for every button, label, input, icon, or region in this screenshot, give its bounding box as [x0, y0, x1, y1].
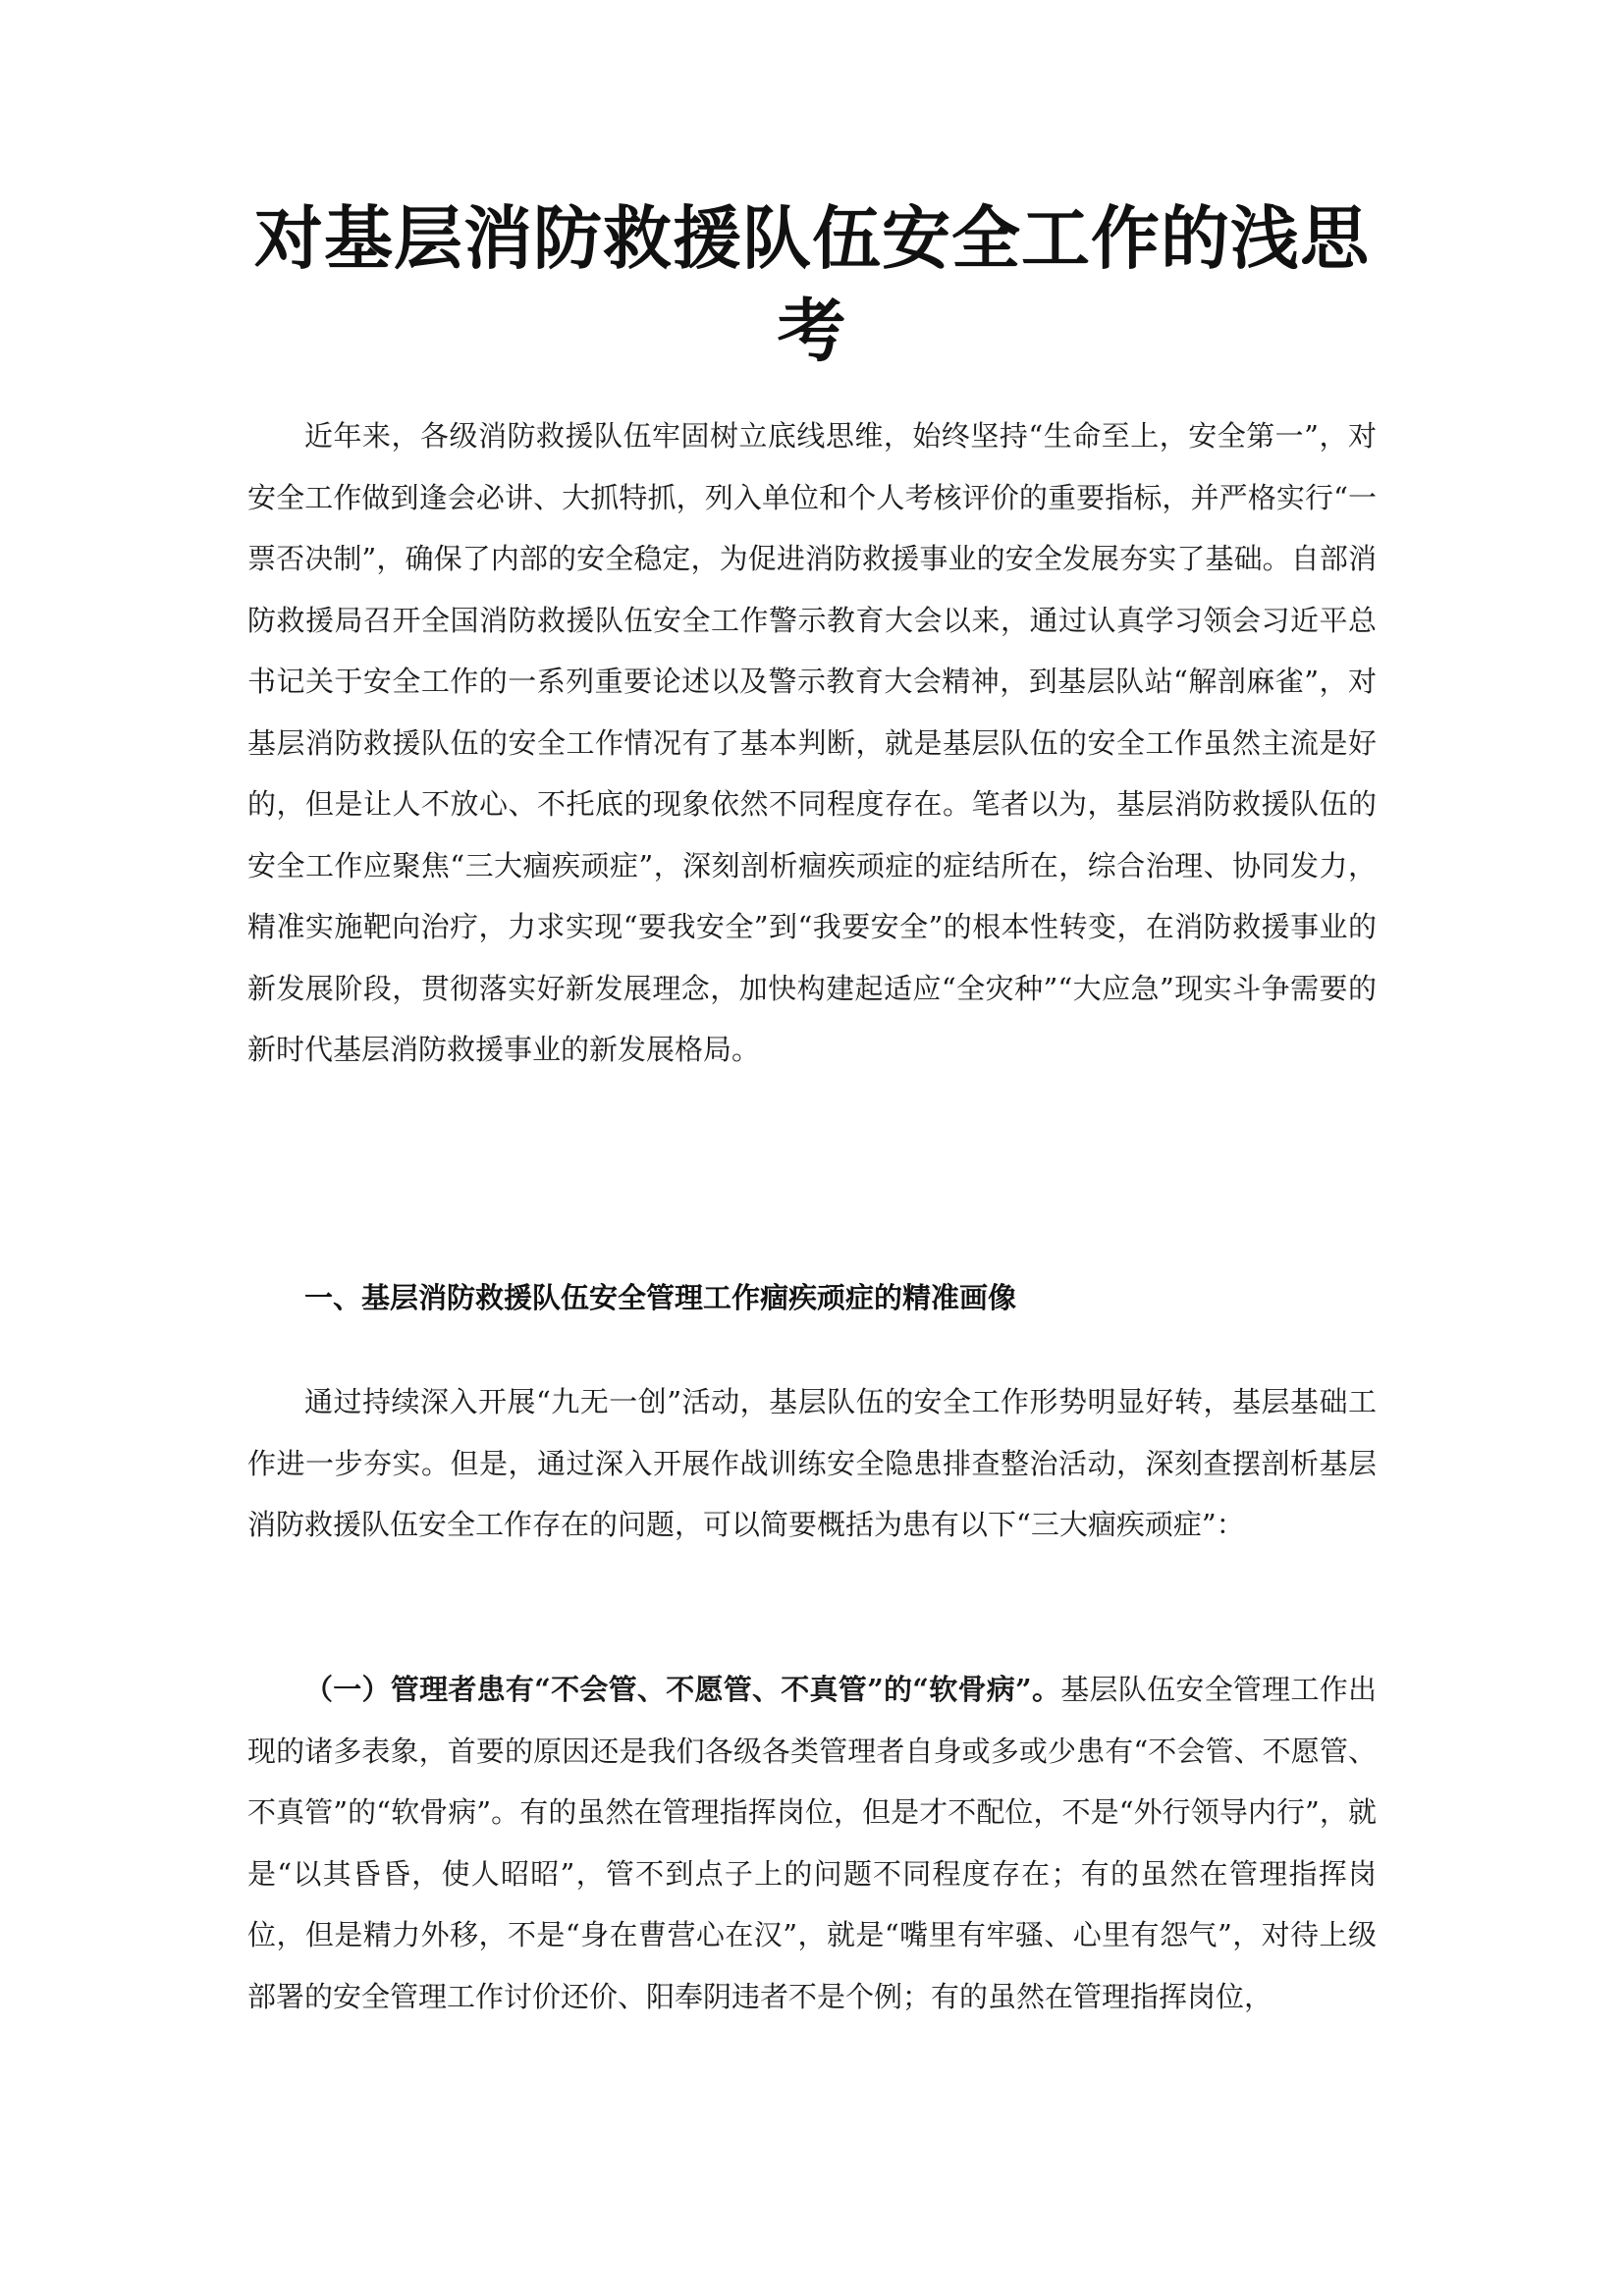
section-heading-1: 一、基层消防救援队伍安全管理工作痼疾顽症的精准画像 [304, 1281, 1017, 1314]
subsection-1-paragraph [247, 1659, 1377, 2027]
subsection-1-body: 基层队伍安全管理工作出现的诸多表象，首要的原因还是我们各级各类管理者自身或多或少患有“不会管、不愿管、不真管”的“软骨病”。有的虽然在管理指挥岗位，但是才不配位，不是“外行领导内行”，就是“以其昏昏，使人昭昭”，管不到点子上的问题不同程度存在；有的虽然在管理指挥岗位，但是精力外移，不是“身在曹营心在汉”，就是“嘴里有牢骚、心里有怨气”，对待上级部署的安全管理工作讨价还价、阳奉阴违者不是个例；有的虽然在管理指挥岗位， [247, 1673, 1377, 2013]
intro-paragraph: 近年来，各级消防救援队伍牢固树立底线思维，始终坚持“生命至上，安全第一”，对安全工作做到逢会必讲、大抓特抓，列入单位和个人考核评价的重要指标，并严格实行“一票否决制”，确保了内部的安全稳定，为促进消防救援事业的安全发展夯实了基础。自部消防救援局召开全国消防救援队伍安全工作警示教育大会以来，通过认真学习领会习近平总书记关于安全工作的一系列重要论述以及警示教育大会精神，到基层队站“解剖麻雀”，对基层消防救援队伍的安全工作情况有了基本判断，就是基层队伍的安全工作虽然主流是好的，但是让人不放心、不托底的现象依然不同程度存在。笔者以为，基层消防救援队伍的安全工作应聚焦“三大痼疾顽症”，深刻剖析痼疾顽症的症结所在，综合治理、协同发力，精准实施靶向治疗，力求实现“要我安全”到“我要安全”的根本性转变，在消防救援事业的新发展阶段，贯彻落实好新发展理念，加快构建起适应“全灾种”“大应急”现实斗争需要的新时代基层消防救援事业的新发展格局。 [247, 419, 1377, 1066]
subsection-1-lead: （一）管理者患有“不会管、不愿管、不真管”的“软骨病”。 [304, 1673, 1061, 1706]
section-1-paragraph: 通过持续深入开展“九无一创”活动，基层队伍的安全工作形势明显好转，基层基础工作进一步夯实。但是，通过深入开展作战训练安全隐患排查整治活动，深刻查摆剖析基层消防救援队伍安全工作存在的问题，可以简要概括为患有以下“三大痼疾顽症”： [247, 1385, 1377, 1541]
document-title: 对基层消防救援队伍安全工作的浅思考 [254, 197, 1370, 371]
